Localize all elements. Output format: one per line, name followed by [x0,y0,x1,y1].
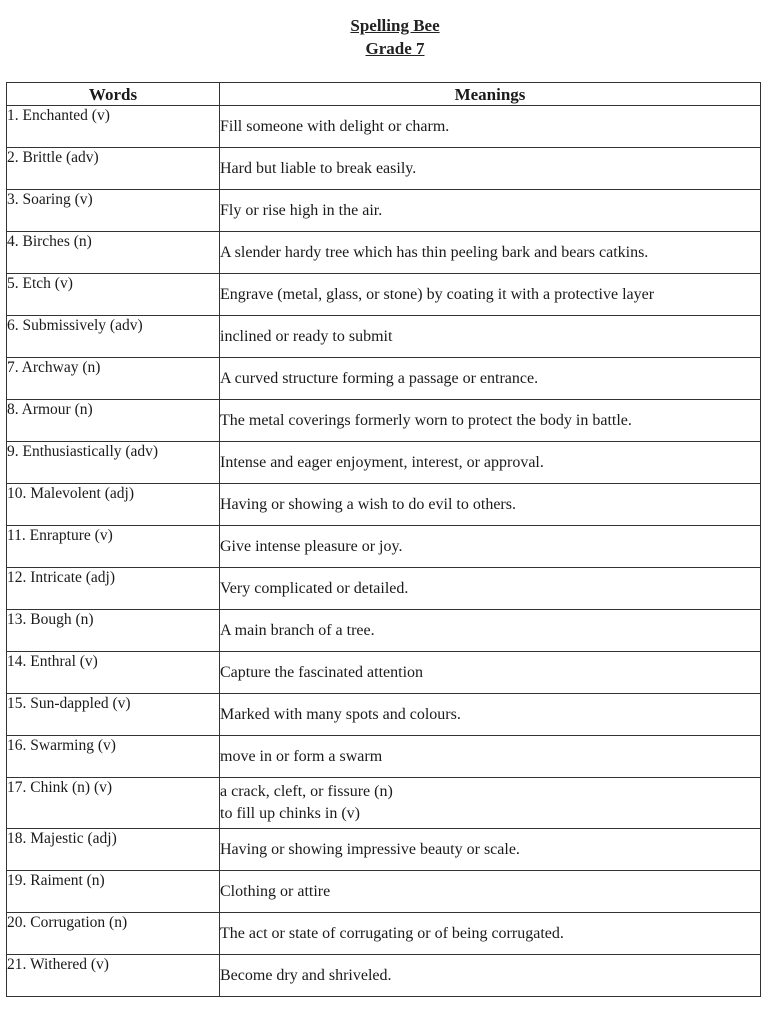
meaning-cell [220,955,761,997]
meaning-text: Very complicated or detailed. [220,579,409,597]
table-row [7,913,761,955]
meaning-text: to fill up chinks in (v) [220,805,360,822]
word-cell: 12. Intricate (adj) [7,568,220,610]
meaning-cell [220,400,761,442]
meaning-text: Fly or rise high in the air. [220,201,383,219]
table-row [7,526,761,568]
meaning-text: move in or form a swarm [220,747,383,765]
meaning-text: Having or showing a wish to do evil to others. [220,495,516,513]
table-row [7,736,761,778]
meaning-text: Clothing or attire [220,882,331,900]
meaning-text: Marked with many spots and colours. [220,705,461,723]
word-cell: 21. Withered (v) [7,955,220,997]
meaning-text: Become dry and shriveled. [220,966,392,984]
table-row [7,484,761,526]
table-row [7,442,761,484]
word-cell: 15. Sun-dappled (v) [7,694,220,736]
table-row [7,955,761,997]
meaning-cell [220,526,761,568]
meaning-text: A slender hardy tree which has thin peeling bark and bears catkins. [220,243,649,261]
meaning-cell [220,358,761,400]
table-row [7,829,761,871]
table-row [7,316,761,358]
table-row [7,610,761,652]
meaning-cell [220,913,761,955]
document-header [0,14,768,60]
meaning-text: The metal coverings formerly worn to protect the body in battle. [220,411,632,429]
word-cell: 6. Submissively (adv) [7,316,220,358]
meaning-text: Fill someone with delight or charm. [220,117,450,135]
word-cell: 2. Brittle (adv) [7,148,220,190]
meaning-cell [220,778,761,829]
meaning-cell [220,652,761,694]
table-row [7,148,761,190]
meaning-text: A main branch of a tree. [220,621,375,639]
table-row [7,778,761,829]
word-cell: 17. Chink (n) (v) [7,778,220,829]
vocabulary-table [6,82,761,997]
meaning-text: Hard but liable to break easily. [220,159,417,177]
meaning-text: inclined or ready to submit [220,327,393,345]
word-cell: 3. Soaring (v) [7,190,220,232]
word-cell: 19. Raiment (n) [7,871,220,913]
meaning-text: A curved structure forming a passage or entrance. [220,369,539,387]
word-cell: 5. Etch (v) [7,274,220,316]
table-row [7,400,761,442]
document-subtitle: Grade 7 [365,39,425,58]
document-title: Spelling Bee [350,16,440,35]
meaning-cell [220,568,761,610]
word-cell: 1. Enchanted (v) [7,106,220,148]
table-row [7,568,761,610]
meaning-text: Engrave (metal, glass, or stone) by coating it with a protective layer [220,285,655,303]
word-cell: 16. Swarming (v) [7,736,220,778]
meaning-cell [220,484,761,526]
word-cell: 18. Majestic (adj) [7,829,220,871]
meaning-cell [220,871,761,913]
meaning-cell [220,829,761,871]
meaning-text: Capture the fascinated attention [220,663,424,681]
meaning-cell [220,232,761,274]
meaning-cell [220,442,761,484]
meaning-cell [220,316,761,358]
word-cell: 14. Enthral (v) [7,652,220,694]
word-cell: 8. Armour (n) [7,400,220,442]
table-row [7,652,761,694]
word-cell: 9. Enthusiastically (adv) [7,442,220,484]
meanings-column-header: Meanings [220,83,761,106]
table-row [7,358,761,400]
word-cell: 10. Malevolent (adj) [7,484,220,526]
meaning-text: Give intense pleasure or joy. [220,537,403,555]
meaning-text: Having or showing impressive beauty or scale. [220,840,520,858]
word-cell: 4. Birches (n) [7,232,220,274]
table-row [7,190,761,232]
meaning-text: a crack, cleft, or fissure (n) [220,783,393,800]
meaning-text: The act or state of corrugating or of being corrugated. [220,924,564,942]
meaning-cell [220,190,761,232]
table-body [7,106,761,997]
meaning-cell [220,106,761,148]
table-row [7,274,761,316]
table-row [7,694,761,736]
word-cell: 11. Enrapture (v) [7,526,220,568]
meaning-cell [220,274,761,316]
word-cell: 20. Corrugation (n) [7,913,220,955]
meaning-text: Intense and eager enjoyment, interest, or approval. [220,453,544,471]
table-row [7,232,761,274]
meaning-cell [220,610,761,652]
table-row [7,871,761,913]
table-row [7,106,761,148]
meaning-cell [220,736,761,778]
meaning-cell [220,148,761,190]
words-column-header: Words [7,83,220,106]
meaning-cell [220,694,761,736]
word-cell: 7. Archway (n) [7,358,220,400]
word-cell: 13. Bough (n) [7,610,220,652]
table-header-row [7,83,761,106]
